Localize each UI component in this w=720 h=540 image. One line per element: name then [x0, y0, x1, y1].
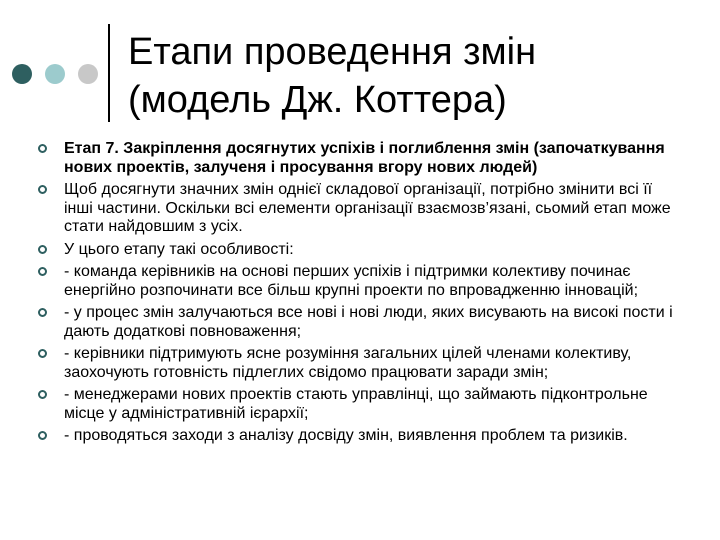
list-item-text: - менеджерами нових проектів стають управлінці, що займають підконтрольне місце у адміністративній ієрархії;	[64, 386, 648, 422]
list-item	[38, 345, 678, 382]
ring-bullet-icon	[38, 431, 47, 440]
list-item	[38, 241, 678, 260]
list-item-text: Етап 7. Закріплення досягнутих успіхів і поглиблення змін (започаткування нових проектів, залученя і просування вгору нових людей)	[64, 140, 665, 176]
list-item-text: - у процес змін залучаються все нові і нові люди, яких висувають на високі пости і дають додаткові повноваження;	[64, 304, 673, 340]
decorative-dots	[8, 64, 98, 86]
title-divider	[108, 24, 110, 122]
ring-bullet-icon	[38, 267, 47, 276]
bullet-list	[38, 140, 678, 450]
title-line-2: (модель Дж. Коттера)	[128, 79, 507, 121]
list-item	[38, 386, 678, 423]
ring-bullet-icon	[38, 308, 47, 317]
list-item	[38, 427, 678, 446]
slide-title	[128, 28, 698, 124]
list-item-text: - керівники підтримують ясне розуміння загальних цілей членами колективу, заохочують готовність підлеглих свідомо працювати заради змін;	[64, 345, 632, 381]
title-line-1: Етапи проведення змін	[128, 31, 537, 73]
ring-bullet-icon	[38, 245, 47, 254]
ring-bullet-icon	[38, 390, 47, 399]
list-item-text: - проводяться заходи з аналізу досвіду змін, виявлення проблем та ризиків.	[64, 427, 628, 444]
list-item-text: Щоб досягнути значних змін однієї складової організації, потрібно змінити всі її інші частини. Оскільки всі елементи організації взаємозв’язані, сьомий етап може стати найдовшим з усіх.	[64, 181, 671, 235]
dot-light	[45, 64, 65, 84]
list-item	[38, 304, 678, 341]
dot-dark	[12, 64, 32, 84]
list-item-text: У цього етапу такі особливості:	[64, 240, 294, 258]
list-item	[38, 263, 678, 300]
list-item	[38, 140, 678, 177]
list-item	[38, 181, 678, 237]
ring-bullet-icon	[38, 185, 47, 194]
ring-bullet-icon	[38, 349, 47, 358]
dot-gray	[78, 64, 98, 84]
ring-bullet-icon	[38, 144, 47, 153]
list-item-text: - команда керівників на основі перших успіхів і підтримки колективу починає енергійно розпочинати все більш крупні проекти по впровадженню інновацій;	[64, 263, 639, 299]
